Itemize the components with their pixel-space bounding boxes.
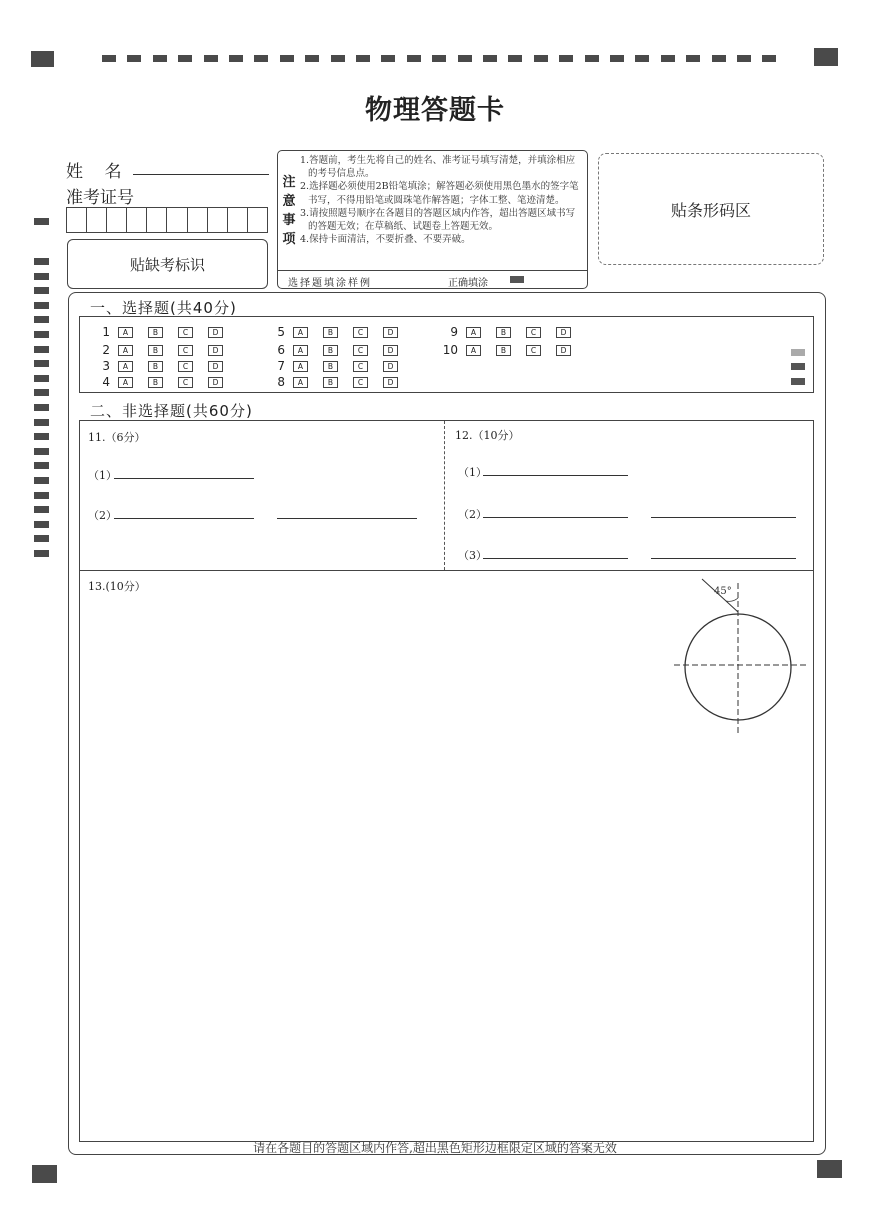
mc-question-number: 5: [277, 325, 285, 339]
mc-question-row: [92, 343, 238, 357]
timing-mark: [34, 521, 49, 528]
mc-question-number: 3: [102, 359, 110, 373]
mc-question-number: 10: [442, 343, 458, 357]
timing-mark: [34, 535, 49, 542]
correct-fill-label: 正确填涂: [448, 278, 488, 289]
id-cell[interactable]: [167, 208, 187, 232]
mc-option-bubble[interactable]: C: [353, 361, 368, 372]
mc-question-number: 8: [277, 375, 285, 389]
id-cell[interactable]: [107, 208, 127, 232]
timing-mark: [762, 55, 776, 62]
q11-blank-2b-line[interactable]: [277, 518, 417, 519]
timing-mark: [34, 462, 49, 469]
mc-option-bubble[interactable]: A: [293, 327, 308, 338]
mc-option-bubble[interactable]: A: [118, 377, 133, 388]
q11-blank-2a-line[interactable]: [114, 518, 254, 519]
corner-mark-top-left: [31, 51, 54, 67]
mc-option-bubble[interactable]: B: [323, 361, 338, 372]
mc-option-bubble[interactable]: D: [383, 327, 398, 338]
non-choice-box: [79, 420, 814, 1142]
mc-option-bubble[interactable]: B: [148, 345, 163, 356]
timing-mark: [204, 55, 218, 62]
notice-heading-char: 注: [282, 174, 296, 190]
mc-question-number: 6: [277, 343, 285, 357]
mc-option-bubble[interactable]: B: [323, 345, 338, 356]
timing-mark: [34, 316, 49, 323]
notice-heading-char: 事: [282, 212, 296, 228]
timing-mark: [34, 550, 49, 557]
id-cell[interactable]: [127, 208, 147, 232]
mc-question-row: [267, 343, 413, 357]
q12-blank-2-label: （2）: [458, 508, 487, 521]
timing-mark: [34, 506, 49, 513]
mc-option-bubble[interactable]: A: [118, 327, 133, 338]
question-divider-vertical: [444, 421, 445, 570]
notice-item: 4.保持卡面清洁，不要折叠、不要弄破。: [300, 234, 471, 246]
mc-option-bubble[interactable]: C: [353, 345, 368, 356]
mc-option-bubble[interactable]: C: [178, 361, 193, 372]
mc-option-bubble[interactable]: C: [526, 345, 541, 356]
name-field[interactable]: [133, 174, 269, 175]
q12-blank-1-label: （1）: [458, 466, 487, 479]
q12-label: 12.（10分）: [455, 429, 520, 442]
q12-blank-2b-line[interactable]: [651, 517, 796, 518]
timing-mark: [34, 477, 49, 484]
mc-option-bubble[interactable]: B: [148, 377, 163, 388]
notice-box: [277, 150, 588, 289]
q12-blank-3-label: （3）: [458, 549, 487, 562]
section-2-title: 二、非选择题(共60分): [90, 402, 253, 420]
timing-mark: [559, 55, 573, 62]
mc-question-number: 9: [450, 325, 458, 339]
marker-light: [791, 349, 805, 356]
timing-mark: [305, 55, 319, 62]
mc-option-bubble[interactable]: B: [148, 327, 163, 338]
timing-mark: [712, 55, 726, 62]
mc-option-bubble[interactable]: A: [293, 377, 308, 388]
id-cell[interactable]: [228, 208, 248, 232]
mc-option-bubble[interactable]: C: [526, 327, 541, 338]
mc-option-bubble[interactable]: D: [383, 345, 398, 356]
mc-question-row: [92, 359, 238, 373]
timing-mark: [34, 448, 49, 455]
corner-mark-top-right: [814, 48, 838, 66]
id-cell[interactable]: [147, 208, 167, 232]
notice-heading-char: 意: [282, 193, 296, 209]
angle-arc: [726, 598, 738, 601]
mc-option-bubble[interactable]: A: [118, 345, 133, 356]
mc-option-bubble[interactable]: B: [323, 327, 338, 338]
corner-mark-bottom-left: [32, 1165, 57, 1183]
timing-mark: [661, 55, 675, 62]
notice-heading-char: 项: [282, 231, 296, 247]
timing-mark: [153, 55, 167, 62]
mc-option-bubble[interactable]: D: [208, 377, 223, 388]
q13-circle-diagram: [670, 575, 815, 737]
timing-mark: [34, 258, 49, 265]
q12-blank-3a-line[interactable]: [483, 558, 628, 559]
mc-option-bubble[interactable]: D: [556, 327, 571, 338]
timing-mark: [34, 404, 49, 411]
mc-option-bubble[interactable]: D: [208, 361, 223, 372]
mc-question-row: [440, 325, 586, 339]
mc-option-bubble[interactable]: C: [353, 377, 368, 388]
timing-mark: [407, 55, 421, 62]
mc-question-number: 1: [102, 325, 110, 339]
timing-mark: [381, 55, 395, 62]
q11-blank-1-label: （1）: [88, 469, 117, 482]
timing-mark: [34, 419, 49, 426]
id-cell[interactable]: [87, 208, 107, 232]
id-cell[interactable]: [67, 208, 87, 232]
mc-option-bubble[interactable]: A: [118, 361, 133, 372]
notice-item: 2.选择题必须使用2B铅笔填涂；解答题必须使用黑色墨水的签字笔书写，不得用铅笔或圆珠笔作解答题；字体工整、笔迹清楚。: [300, 181, 579, 206]
timing-mark: [534, 55, 548, 62]
mc-option-bubble[interactable]: D: [383, 361, 398, 372]
mc-option-bubble[interactable]: D: [208, 345, 223, 356]
name-label: 姓 名: [66, 162, 122, 182]
id-cell[interactable]: [248, 208, 267, 232]
mc-option-bubble[interactable]: B: [496, 327, 511, 338]
timing-mark: [34, 389, 49, 396]
timing-mark: [34, 375, 49, 382]
exam-id-label: 准考证号: [66, 188, 134, 208]
timing-mark: [458, 55, 472, 62]
marker-dark: [791, 378, 805, 385]
mc-option-bubble[interactable]: C: [178, 327, 193, 338]
mc-option-bubble[interactable]: B: [148, 361, 163, 372]
mc-option-bubble[interactable]: B: [323, 377, 338, 388]
angle-label: 45°: [714, 586, 732, 597]
timing-mark: [34, 302, 49, 309]
notice-heading: [278, 151, 300, 270]
timing-mark: [34, 360, 49, 367]
timing-mark: [432, 55, 446, 62]
exam-id-grid[interactable]: [66, 207, 268, 233]
timing-mark: [34, 218, 49, 225]
timing-mark: [254, 55, 268, 62]
page-title: 物理答题卡: [365, 95, 505, 126]
timing-mark: [127, 55, 141, 62]
notice-item: 3.请按照题号顺序在各题目的答题区域内作答，超出答题区域书写的答题无效；在草稿纸、试题卷上答题无效。: [300, 207, 576, 233]
barcode-label: 贴条形码区: [670, 200, 751, 220]
mc-question-row: [267, 375, 413, 389]
timing-mark: [102, 55, 116, 62]
mc-question-row: [440, 343, 586, 357]
timing-mark: [356, 55, 370, 62]
mc-question-number: 2: [102, 343, 110, 357]
mc-question-number: 7: [277, 359, 285, 373]
mc-option-bubble[interactable]: B: [496, 345, 511, 356]
timing-mark: [178, 55, 192, 62]
timing-mark: [34, 492, 49, 499]
footer-note: 请在各题目的答题区域内作答,超出黑色矩形边框限定区域的答案无效: [253, 1141, 617, 1155]
absent-sticker-area: [67, 239, 268, 289]
corner-mark-bottom-right: [817, 1160, 842, 1178]
mc-option-bubble[interactable]: D: [556, 345, 571, 356]
q11-blank-1-line[interactable]: [114, 478, 254, 479]
q11-blank-2-label: （2）: [88, 509, 117, 522]
mc-option-bubble[interactable]: A: [293, 361, 308, 372]
section-1-title: 一、选择题(共40分): [90, 299, 237, 317]
timing-mark: [34, 331, 49, 338]
barcode-area: [598, 153, 824, 265]
q12-blank-3b-line[interactable]: [651, 558, 796, 559]
mc-question-number: 4: [102, 375, 110, 389]
timing-mark: [610, 55, 624, 62]
mc-question-row: [267, 325, 413, 339]
fill-sample-label: 选择题填涂样例: [288, 278, 372, 289]
q11-label: 11.（6分）: [88, 431, 146, 444]
id-cell[interactable]: [188, 208, 208, 232]
notice-item: 1.答题前，考生先将自己的姓名、准考证号填写清楚，并填涂相应的考号信息点。: [300, 155, 576, 180]
marker-dark: [791, 363, 805, 370]
fill-sample-row: [278, 270, 587, 289]
timing-mark: [483, 55, 497, 62]
mc-option-bubble[interactable]: C: [178, 377, 193, 388]
mc-option-bubble[interactable]: C: [178, 345, 193, 356]
timing-mark: [585, 55, 599, 62]
q12-blank-1-line[interactable]: [483, 475, 628, 476]
mc-option-bubble[interactable]: D: [208, 327, 223, 338]
timing-mark: [34, 287, 49, 294]
correct-fill-swatch: [510, 276, 524, 283]
mc-option-bubble[interactable]: C: [353, 327, 368, 338]
mc-question-row: [92, 375, 238, 389]
timing-mark: [34, 346, 49, 353]
timing-mark: [34, 273, 49, 280]
timing-mark: [737, 55, 751, 62]
mc-question-row: [267, 359, 413, 373]
timing-mark: [508, 55, 522, 62]
mc-option-bubble[interactable]: A: [293, 345, 308, 356]
timing-mark: [229, 55, 243, 62]
q12-blank-2a-line[interactable]: [483, 517, 628, 518]
timing-mark: [686, 55, 700, 62]
timing-mark: [34, 433, 49, 440]
id-cell[interactable]: [208, 208, 228, 232]
notice-list: [300, 154, 584, 246]
timing-mark: [331, 55, 345, 62]
timing-mark: [280, 55, 294, 62]
mc-question-row: [92, 325, 238, 339]
mc-option-bubble[interactable]: A: [466, 345, 481, 356]
mc-option-bubble[interactable]: A: [466, 327, 481, 338]
timing-mark: [635, 55, 649, 62]
absent-label: 贴缺考标识: [129, 255, 205, 274]
mc-option-bubble[interactable]: D: [383, 377, 398, 388]
q13-label: 13.(10分）: [88, 580, 146, 593]
